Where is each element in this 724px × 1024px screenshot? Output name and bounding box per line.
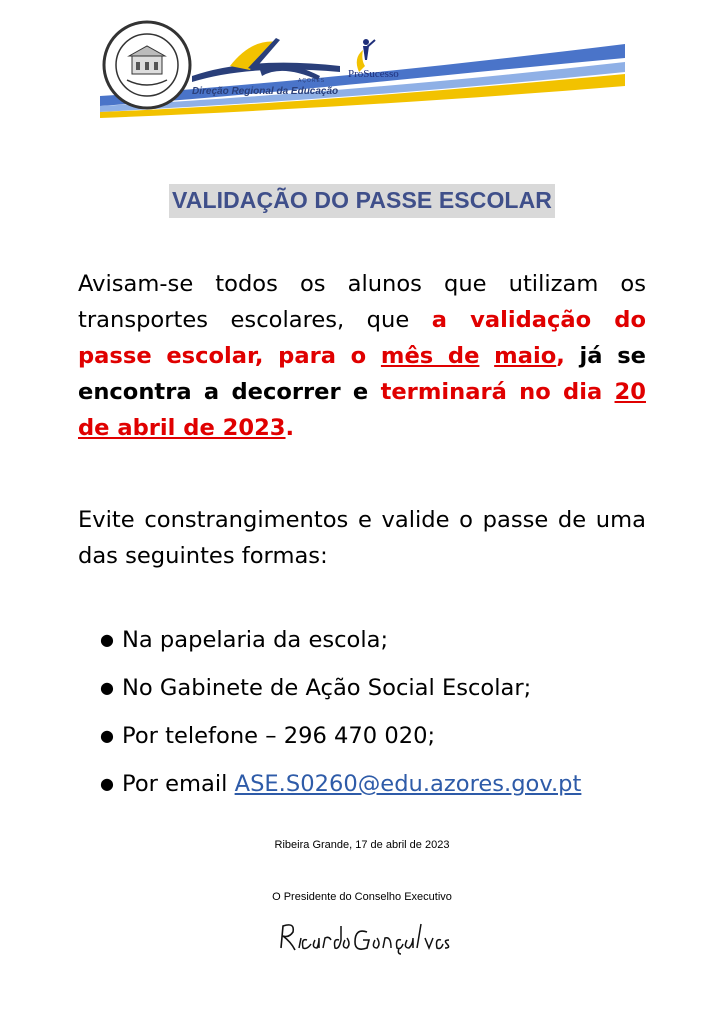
- list-item: [100, 766, 581, 814]
- p1-text-ongoing: já se encontra a decorrer e: [78, 343, 646, 405]
- header: [0, 0, 724, 130]
- p1-text-month: mês de: [380, 343, 480, 369]
- p1-text-space: [479, 343, 494, 369]
- list-item-text: Por telefone – 296 470 020;: [122, 723, 436, 749]
- p1-text-maio: maio: [494, 343, 557, 369]
- notice-paragraph-1: [78, 266, 646, 446]
- validation-methods-list: [100, 622, 581, 814]
- list-item-text: Por email: [122, 771, 235, 797]
- list-item: [100, 670, 581, 718]
- p1-text-intro: Avisam-se todos os alunos que utilizam os transportes escolares, que: [78, 271, 646, 333]
- signature: [275, 918, 455, 958]
- notice-title: VALIDAÇÃO DO PASSE ESCOLAR: [169, 184, 555, 218]
- president-title: O Presidente do Conselho Executivo: [272, 891, 452, 903]
- list-item-text: Na papelaria da escola;: [122, 627, 389, 653]
- p1-text-validation: a validação do passe escolar, para o: [78, 307, 646, 369]
- place-date: Ribeira Grande, 17 de abril de 2023: [274, 839, 450, 851]
- acores-text: AÇORES: [298, 78, 326, 84]
- list-item-text: No Gabinete de Ação Social Escolar;: [122, 675, 532, 701]
- p1-text-period: .: [285, 415, 295, 441]
- p1-text-comma: ,: [556, 343, 580, 369]
- school-seal-logo: [102, 20, 192, 110]
- p1-text-ends: terminará no dia: [380, 379, 615, 405]
- list-item: [100, 718, 581, 766]
- list-item: [100, 622, 581, 670]
- p1-text-deadline: 20 de abril de 2023: [78, 379, 646, 441]
- bullet-icon: ●: [100, 630, 114, 649]
- title-wrapper: [0, 184, 724, 218]
- notice-paragraph-2: Evite constrangimentos e valide o passe de uma das seguintes formas:: [78, 507, 646, 569]
- bullet-icon: ●: [100, 678, 114, 697]
- prosucesso-text: ProSucesso: [348, 68, 399, 80]
- dre-name: Direção Regional da Educação: [192, 86, 339, 97]
- bullet-icon: ●: [100, 774, 114, 793]
- prosucesso-logo: [345, 36, 425, 86]
- email-link[interactable]: ASE.S0260@edu.azores.gov.pt: [234, 771, 582, 797]
- bullet-icon: ●: [100, 726, 114, 745]
